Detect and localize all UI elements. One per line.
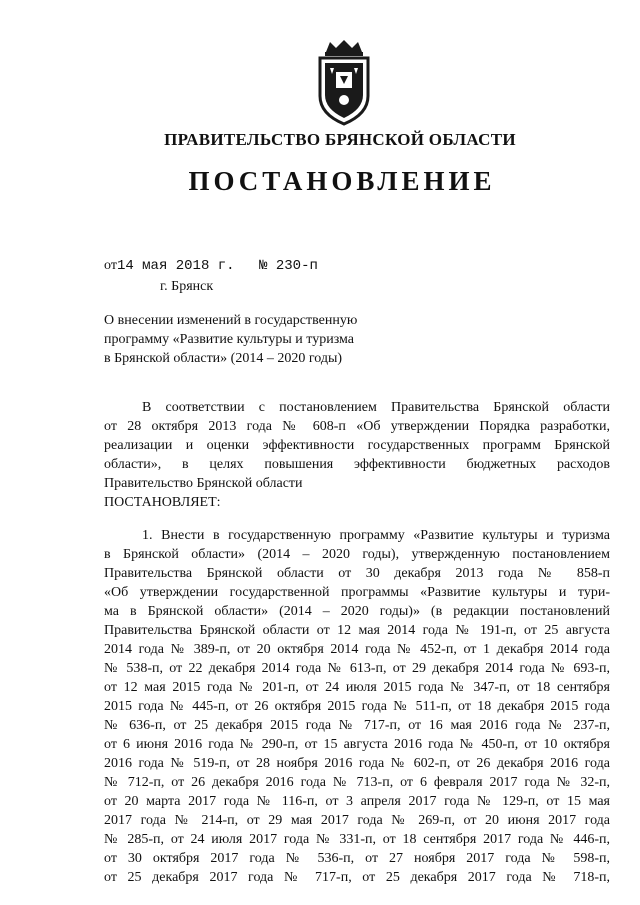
clause-line: 2017 года № 214-п, от 29 мая 2017 года № 269-п, от 20 июня 2017 года [104, 813, 610, 828]
clause-line: «Об утверждении государственной программы «Развитие культуры и тури- [104, 585, 610, 600]
date-prefix: от [104, 258, 117, 273]
clause-line: 1. Внести в государственную программу «Развитие культуры и туризма [142, 528, 610, 543]
document-city: г. Брянск [160, 279, 214, 294]
clause-line: 2015 года № 445-п, от 26 октября 2015 года № 511-п, от 18 декабря 2015 года [104, 699, 610, 714]
subject-line: в Брянской области» (2014 – 2020 годы) [104, 351, 343, 366]
clause-line: № 712-п, от 26 декабря 2016 года № 713-п, от 6 февраля 2017 года № 32-п, [104, 775, 610, 790]
clause-line: от 6 июня 2016 года № 290-п, от 15 августа 2016 года № 450-п, от 10 октября [104, 737, 610, 752]
subject-line: программу «Развитие культуры и туризма [104, 332, 355, 347]
date-number-line [104, 258, 318, 274]
resolves-word: ПОСТАНОВЛЯЕТ: [104, 495, 221, 510]
preamble-line: реализации и оценки эффективности государственных программ Брянской [104, 438, 610, 453]
clause-line: Правительства Брянской области от 30 декабря 2013 года № 858-п [104, 566, 610, 581]
document-number: № 230-п [259, 258, 318, 274]
clause-line: № 538-п, от 22 декабря 2014 года № 613-п, от 29 декабря 2014 года № 693-п, [104, 661, 610, 676]
clause-line: от 30 октября 2017 года № 536-п, от 27 ноября 2017 года № 598-п, [104, 851, 610, 866]
coat-of-arms-icon [316, 38, 372, 126]
clause-line: в Брянской области» (2014 – 2020 годы), утвержденную постановлением [104, 547, 610, 562]
preamble-line: от 28 октября 2013 года № 608-п «Об утверждении Порядка разработки, [104, 419, 610, 434]
clause-line: 2016 года № 519-п, от 28 ноября 2016 года № 602-п, от 26 декабря 2016 года [104, 756, 610, 771]
preamble-line: области», в целях повышения эффективности бюджетных расходов [104, 457, 610, 472]
document-date: 14 мая 2018 г. [116, 258, 235, 274]
clause-line: № 285-п, от 24 июля 2017 года № 331-п, от 18 сентября 2017 года № 446-п, [104, 832, 610, 847]
preamble-line: Правительство Брянской области [104, 476, 303, 491]
clause-1-paragraph [104, 526, 610, 887]
clause-line: от 20 марта 2017 года № 116-п, от 3 апреля 2017 года № 129-п, от 15 мая [104, 794, 610, 809]
clause-line: от 25 декабря 2017 года № 717-п, от 25 декабря 2017 года № 718-п, [104, 870, 610, 885]
clause-line: 2014 года № 389-п, от 20 октября 2014 года № 452-п, от 1 декабря 2014 года [104, 642, 610, 657]
document-body [104, 398, 610, 887]
clause-line: от 12 мая 2015 года № 201-п, от 24 июля 2015 года № 347-п, от 18 сентября [104, 680, 610, 695]
preamble-line: В соответствии с постановлением Правительства Брянской области [142, 400, 610, 415]
subject-line: О внесении изменений в государственную [104, 313, 358, 328]
clause-line: № 636-п, от 25 декабря 2015 года № 717-п, от 16 мая 2016 года № 237-п, [104, 718, 610, 733]
organization-title: ПРАВИТЕЛЬСТВО БРЯНСКОЙ ОБЛАСТИ [164, 130, 516, 149]
preamble-paragraph [104, 398, 610, 512]
clause-line: ма в Брянской области» (2014 – 2020 годы)» (в редакции постановлений [104, 604, 610, 619]
document-type-title: ПОСТАНОВЛЕНИЕ [188, 166, 496, 196]
document-subject [104, 311, 404, 368]
clause-line: Правительства Брянской области от 12 мая 2014 года № 191-п, от 25 августа [104, 623, 610, 638]
